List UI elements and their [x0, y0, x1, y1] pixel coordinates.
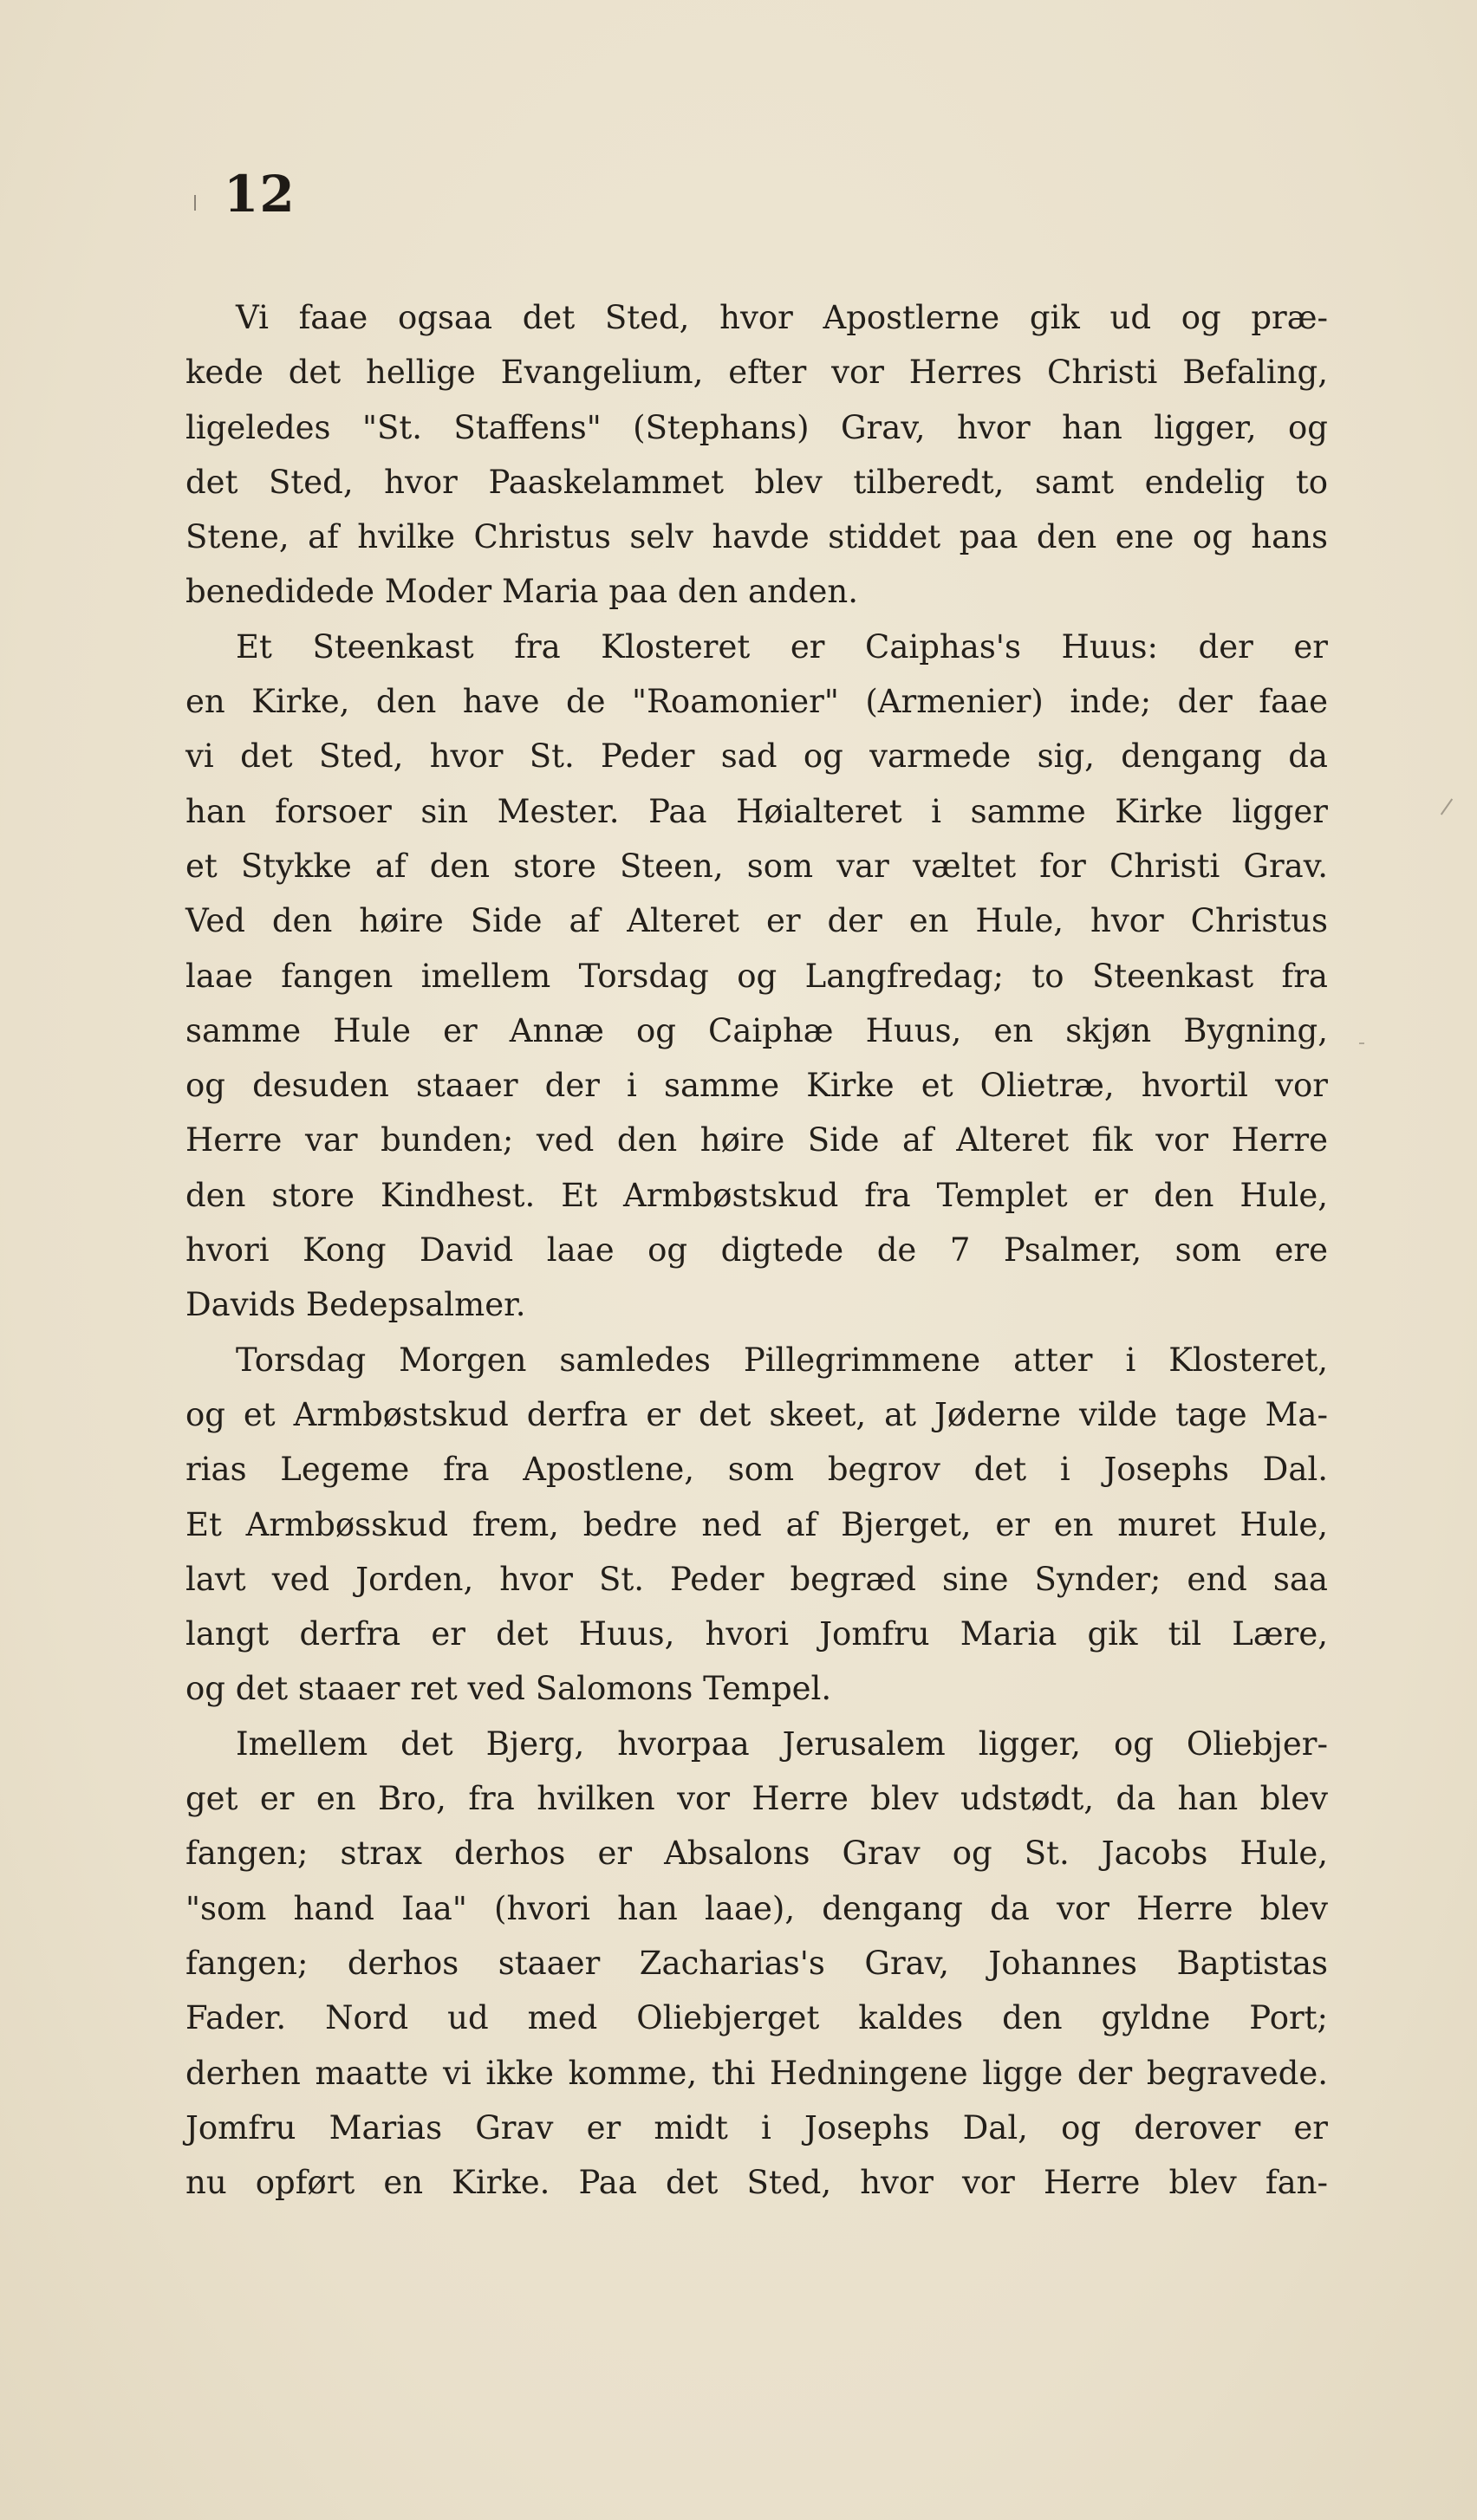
text-line: rias Legeme fra Apostlene, som begrov det i Josephs Dal. [185, 1451, 1328, 1489]
text-line: en Kirke, den have de "Roamonier" (Armenier) inde; der faae [185, 683, 1328, 721]
text-line: Imellem det Bjerg, hvorpaa Jerusalem ligger, og Oliebjer- [236, 1724, 1328, 1763]
margin-mark [1441, 798, 1453, 815]
text-line: langt derfra er det Huus, hvori Jomfru Maria gik til Lære, [185, 1615, 1328, 1653]
text-line: kede det hellige Evangelium, efter vor Herres Christi Befaling, [185, 354, 1328, 392]
text-line: nu opført en Kirke. Paa det Sted, hvor vor Herre blev fan- [185, 2164, 1328, 2202]
text-line: Stene, af hvilke Christus selv havde stiddet paa den ene og hans [185, 518, 1328, 556]
text-line: det Sted, hvor Paaskelammet blev tilberedt, samt endelig to [185, 463, 1328, 501]
text-line: samme Hule er Annæ og Caiphæ Huus, en skjøn Bygning, [185, 1011, 1328, 1049]
text-line: fangen; strax derhos er Absalons Grav og St. Jacobs Hule, [185, 1835, 1328, 1873]
text-line: og desuden staaer der i samme Kirke et Olietræ, hvortil vor [185, 1067, 1328, 1105]
text-line: fangen; derhos staaer Zacharias's Grav, Johannes Baptistas [185, 1944, 1328, 1982]
margin-dot [1359, 1042, 1364, 1044]
page-edge-mark [194, 195, 196, 211]
text-line: derhen maatte vi ikke komme, thi Hedningene ligge der begravede. [185, 2054, 1328, 2092]
text-line: Fader. Nord ud med Oliebjerget kaldes den gyldne Port; [185, 1999, 1328, 2037]
body-text [185, 290, 1328, 2210]
text-line: den store Kindhest. Et Armbøstskud fra Templet er den Hule, [185, 1176, 1328, 1214]
text-line: Et Steenkast fra Klosteret er Caiphas's Huus: der er [236, 627, 1328, 666]
text-line: et Stykke af den store Steen, som var væltet for Christi Grav. [185, 847, 1328, 885]
text-line: Davids Bedepsalmer. [185, 1286, 526, 1324]
text-line: han forsoer sin Mester. Paa Høialteret i samme Kirke ligger [185, 792, 1328, 830]
text-line: "som hand Iaa" (hvori han laae), dengang da vor Herre blev [185, 1889, 1328, 1927]
text-line: og det staaer ret ved Salomons Tempel. [185, 1670, 832, 1708]
text-line: og et Armbøstskud derfra er det skeet, at Jøderne vilde tage Ma- [185, 1395, 1328, 1433]
text-line: Vi faae ogsaa det Sted, hvor Apostlerne gik ud og præ- [236, 299, 1328, 336]
text-line: Ved den høire Side af Alteret er der en Hule, hvor Christus [185, 902, 1328, 940]
text-line: ligeledes "St. Staffens" (Stephans) Grav, hvor han ligger, og [185, 408, 1328, 446]
text-line: hvori Kong David laae og digtede de 7 Psalmer, som ere [185, 1231, 1328, 1270]
text-line: vi det Sted, hvor St. Peder sad og varmede sig, dengang da [185, 737, 1328, 776]
text-line: Herre var bunden; ved den høire Side af Alteret fik vor Herre [185, 1121, 1328, 1159]
text-line: benedidede Moder Maria paa den anden. [185, 573, 859, 611]
page-number: 12 [224, 165, 296, 224]
text-line: lavt ved Jorden, hvor St. Peder begræd sine Synder; end saa [185, 1560, 1328, 1598]
text-line: Et Armbøsskud frem, bedre ned af Bjerget, er en muret Hule, [185, 1505, 1328, 1543]
text-line: laae fangen imellem Torsdag og Langfredag; to Steenkast fra [185, 957, 1328, 995]
text-line: get er en Bro, fra hvilken vor Herre blev udstødt, da han blev [185, 1780, 1328, 1818]
text-line: Jomfru Marias Grav er midt i Josephs Dal, og derover er [185, 2108, 1328, 2147]
text-line: Torsdag Morgen samledes Pillegrimmene atter i Klosteret, [236, 1341, 1328, 1379]
